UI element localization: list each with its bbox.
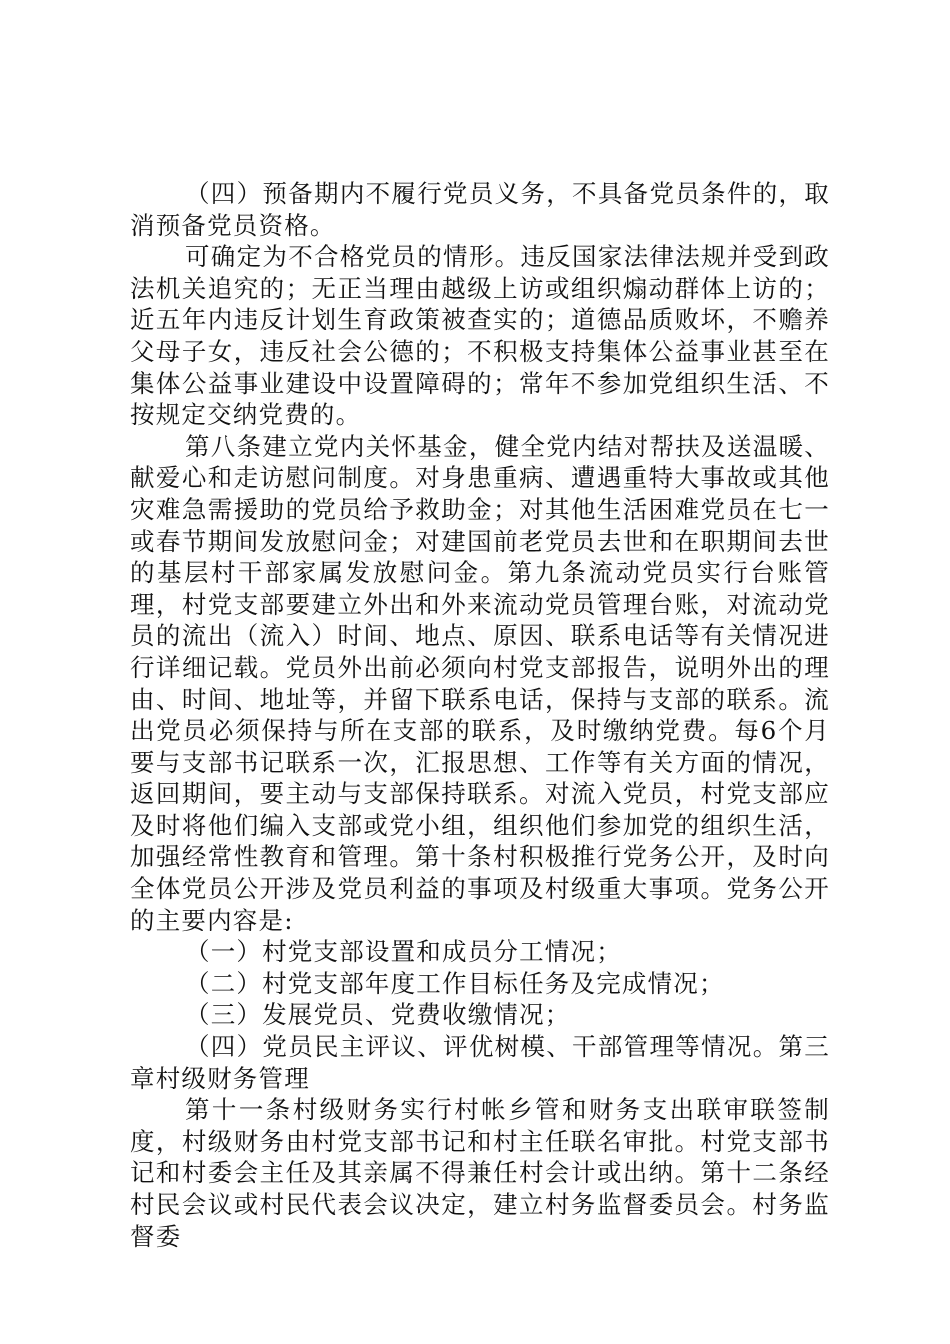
paragraph-unqualified-members: 可确定为不合格党员的情形。违反国家法律法规并受到政法机关追究的；无正当理由越级上访或组织煽动群体上访的；近五年内违反计划生育政策被查实的；道德品质败坏，不赡养父母子女，违反社会公德的；不积极支持集体公益事业甚至在集体公益事业建设中设置障碍的；常年不参加党组织生活、不按规定交纳党费的。	[130, 242, 830, 430]
list-item-4: （四）党员民主评议、评优树模、干部管理等情况。第三章村级财务管理	[130, 1032, 830, 1093]
list-item-2: （二）村党支部年度工作目标任务及完成情况；	[185, 968, 725, 998]
paragraph-probation-cancel: （四）预备期内不履行党员义务，不具备党员条件的，取消预备党员资格。	[130, 179, 830, 240]
list-item-3: （三）发展党员、党费收缴情况；	[185, 1000, 571, 1030]
paragraph-article-11-12: 第十一条村级财务实行村帐乡管和财务支出联审联签制度，村级财务由村党支部书记和村主任联名审批。村党支部书记和村委会主任及其亲属不得兼任村会计或出纳。第十二条经村民会议或村民代表会议决定，建立村务监督委员会。村务监督委	[130, 1095, 830, 1251]
paragraph-article-8-10: 第八条建立党内关怀基金，健全党内结对帮扶及送温暖、献爱心和走访慰问制度。对身患重病、遭遇重特大事故或其他灾难急需援助的党员给予救助金；对其他生活困难党员在七一或春节期间发放慰问金；对建国前老党员去世和在职期间去世的基层村干部家属发放慰问金。第九条流动党员实行台账管理，村党支部要建立外出和外来流动党员管理台账，对流动党员的流出（流入）时间、地点、原因、联系电话等有关情况进行详细记载。党员外出前必须向村党支部报告，说明外出的理由、时间、地址等，并留下联系电话，保持与支部的联系。流出党员必须保持与所在支部的联系，及时缴纳党费。每6个月要与支部书记联系一次，汇报思想、工作等有关方面的情况，返回期间，要主动与支部保持联系。对流入党员，村党支部应及时将他们编入支部或党小组，组织他们参加党的组织生活，加强经常性教育和管理。第十条村积极推行党务公开，及时向全体党员公开涉及党员利益的事项及村级重大事项。党务公开的主要内容是:	[130, 431, 830, 935]
list-item-1: （一）村党支部设置和成员分工情况；	[185, 937, 622, 967]
document-body	[130, 178, 830, 1252]
